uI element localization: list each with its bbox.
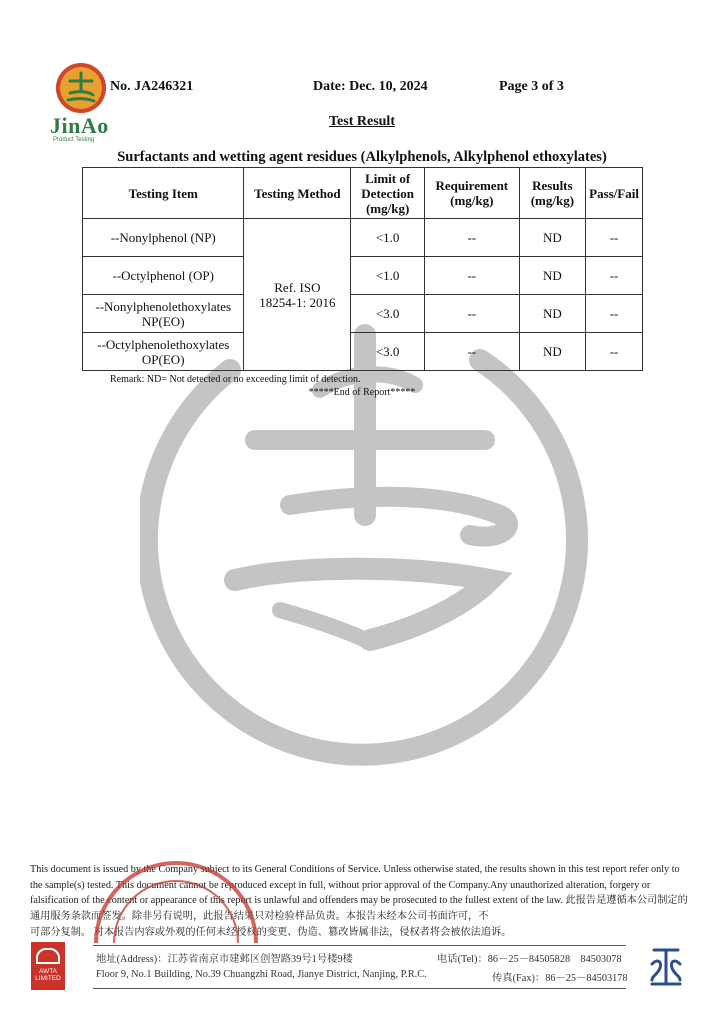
header-testing-item: Testing Item bbox=[83, 168, 244, 219]
results-table bbox=[82, 167, 643, 371]
header-testing-method: Testing Method bbox=[244, 168, 351, 219]
cell-pass-fail: -- bbox=[586, 333, 643, 371]
cell-requirement: -- bbox=[424, 219, 519, 257]
certification-mark-icon bbox=[646, 942, 686, 988]
table-header-row bbox=[83, 168, 643, 219]
end-of-report: *****End of Report***** bbox=[308, 387, 416, 398]
company-logo bbox=[56, 63, 106, 113]
cell-pass-fail: -- bbox=[586, 257, 643, 295]
header-results: Results (mg/kg) bbox=[519, 168, 586, 219]
cell-result: ND bbox=[519, 257, 586, 295]
logo-mark-icon bbox=[56, 63, 106, 113]
header-pass-fail: Pass/Fail bbox=[586, 168, 643, 219]
report-number: No. JA246321 bbox=[110, 79, 194, 94]
footer-divider-bottom bbox=[93, 988, 626, 989]
cell-pass-fail: -- bbox=[586, 295, 643, 333]
table-row bbox=[83, 333, 643, 371]
cell-testing-item: --Nonylphenolethoxylates NP(EO) bbox=[83, 295, 244, 333]
table-row bbox=[83, 295, 643, 333]
awta-mark-icon bbox=[36, 948, 60, 964]
disclaimer-cn-line: 可部分复制。 对本报告内容或外观的任何未经授权的变更、伪造、篡改皆属非法，侵权者将会被依法追诉。 bbox=[30, 927, 512, 938]
logo-subtitle: Product Testing bbox=[53, 137, 95, 143]
phone-number: 电话(Tel)：86－25－84505828 84503078 bbox=[437, 954, 622, 965]
cell-testing-item: --Octylphenol (OP) bbox=[83, 257, 244, 295]
address-en: Floor 9, No.1 Building, No.39 Chuangzhi Road, Jianye District, Nanjing, P.R.C. bbox=[96, 969, 427, 980]
cell-requirement: -- bbox=[424, 295, 519, 333]
cell-testing-item: --Nonylphenol (NP) bbox=[83, 219, 244, 257]
cell-testing-item: --Octylphenolethoxylates OP(EO) bbox=[83, 333, 244, 371]
table-row bbox=[83, 219, 643, 257]
report-date: Date: Dec. 10, 2024 bbox=[313, 79, 428, 94]
cell-result: ND bbox=[519, 219, 586, 257]
header-requirement: Requirement (mg/kg) bbox=[424, 168, 519, 219]
cell-testing-method: Ref. ISO 18254-1: 2016 bbox=[244, 219, 351, 371]
cell-lod: <1.0 bbox=[351, 219, 425, 257]
company-seal-stamp bbox=[86, 858, 266, 948]
remark-text: Remark: ND= Not detected or no exceeding limit of detection. bbox=[110, 374, 361, 385]
cell-requirement: -- bbox=[424, 333, 519, 371]
cell-pass-fail: -- bbox=[586, 219, 643, 257]
cell-lod: <1.0 bbox=[351, 257, 425, 295]
cell-requirement: -- bbox=[424, 257, 519, 295]
cell-lod: <3.0 bbox=[351, 295, 425, 333]
cell-result: ND bbox=[519, 295, 586, 333]
cell-lod: <3.0 bbox=[351, 333, 425, 371]
disclaimer-text: This document is issued by the Company subject to its General Conditions of Service. Unless otherwise stated, the results shown in this test report refer only to the sample(s) tested. This document cannot be reproduced except in full, without prior approval of the Company.Any unauthorized alteration, forgery or falsification of the content or appearance of this report is unlawful and offenders may be prosecuted to the fullest extent of the law. 此报告是遵循本公司制定的通用服务条款而签发。除非另有说明，此报告结果只对检验样品负责。本报告未经本公司书面许可，不 bbox=[30, 864, 688, 922]
page-number: Page 3 of 3 bbox=[499, 79, 564, 94]
header-limit-of-detection: Limit of Detection (mg/kg) bbox=[351, 168, 425, 219]
footer-divider-top bbox=[93, 945, 626, 946]
section-title: Surfactants and wetting agent residues (Alkylphenols, Alkylphenol ethoxylates) bbox=[117, 149, 607, 165]
address-cn: 地址(Address)：江苏省南京市建邺区创智路39号1号楼9楼 bbox=[96, 954, 353, 965]
table-row bbox=[83, 257, 643, 295]
logo-name: JinAo bbox=[50, 113, 109, 138]
awta-badge: AWTA LIMITED bbox=[31, 942, 65, 990]
page-title: Test Result bbox=[329, 114, 395, 129]
fax-number: 传真(Fax)：86－25－84503178 bbox=[492, 973, 628, 984]
cell-result: ND bbox=[519, 333, 586, 371]
